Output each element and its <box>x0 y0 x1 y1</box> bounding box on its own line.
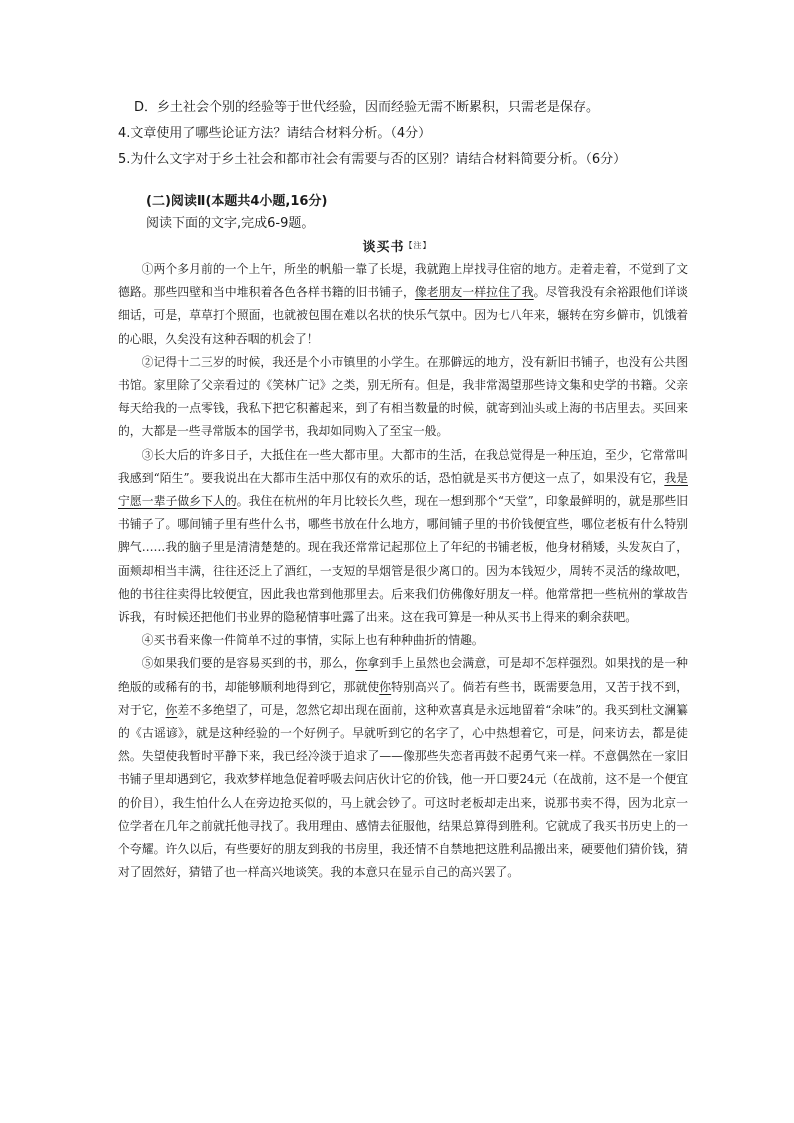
paragraph-5-text-d: 差不多绝望了，可是，忽然它却出现在面前，这种欢喜真是永远地留着“余味”的。我买到杜文澜纂的《古谣谚》，就是这种经验的一个好例子。早就听到它的名字了，心中热想着它，可是，问来访去，都是徒然。失望使我暂时平静下来，我已经冷淡于追求了——像那些失恋者再鼓不起勇气来一样。不意偶然在一家旧书铺子里却遇到它，我欢梦样地急促着呼吸去问店伙计它的价钱，他一开口要24元（在战前，这不是一个便宜的价目），我生怕什么人在旁边抢买似的，马上就会钞了。可这时老板却走出来，说那书卖不得，因为北京一位学者在几年之前就托他寻找了。我用理由、感情去征服他，结果总算得到胜利。它就成了我买书历史上的一个夸耀。许久以后，有些要好的朋友到我的书房里，我还情不自禁地把这胜利品搬出来，硬要他们猜价钱，猜对了固然好，猜错了也一样高兴地谈笑。我的本意只在显示自己的高兴罢了。 <box>118 702 688 880</box>
paragraph-5-underline-1: 你 <box>355 656 368 671</box>
question-4: 4.文章使用了哪些论证方法？请结合材料分析。（4分） <box>118 126 432 141</box>
paragraph-5-underline-3: 你 <box>165 702 178 717</box>
paragraph-3-text-b: 。我住在杭州的年月比较长久些，现在一想到那个“天堂”，印象最鲜明的，就是那些旧书铺子了。哪间铺子里有些什么书，哪些书放在什么地方，哪间铺子里的书价钱便宜些，哪位老板有什么特别脾气……我的脑子里是清清楚楚的。现在我还常常记起那位上了年纪的书铺老板，他身材稍矮，头发灰白了，面颊却相当丰满，往往还泛上了酒红，一支短的旱烟管是很少离口的。因为本钱短少，周转不灵活的缘故吧，他的书往往卖得比较便宜，因此我也常到他那里去。后来我们仿佛像好朋友一样。他常常把一些杭州的掌故告诉我，有时候还把他们书业界的隐秘情事吐露了出来。这在我可算是一种从买书上得来的剩余获吧。 <box>118 494 688 625</box>
paragraph-5-text-a: ⑤如果我们要的是容易买到的书，那么， <box>141 656 356 671</box>
paragraph-4: ④买书看来像一件简单不过的事情，实际上也有种种曲折的情趣。 <box>141 633 484 648</box>
paragraph-1-text-b: 。尽管我没有余裕跟他们详谈细话，可是，草草打个照面，也就被包围在难以名状的快乐气氛中。因为七八年来，辗转在穷乡僻市，饥饿着的心眼，久矣没有这种吞咽的机会了！ <box>118 285 688 346</box>
paragraph-1-underline: 像老朋友一样拉住了我 <box>414 285 534 300</box>
question-option-d: D．乡土社会个别的经验等于世代经验，因而经验无需不断累积，只需老是保存。 <box>134 100 600 115</box>
paragraph-2: ②记得十二三岁的时候，我还是个小市镇里的小学生。在那僻远的地方，没有新旧书铺子，也没有公共图书馆。家里除了父亲看过的《笑林广记》之类，别无所有。但是，我非常渴望那些诗文集和史学的书籍。父亲每天给我的一点零钱，我私下把它积蓄起来，到了有相当数量的时候，就寄到汕头或上海的书店里去。买回来的，大都是一些寻常版本的国学书，我却如同购入了至宝一般。 <box>118 354 688 439</box>
section-title: (二)阅读Ⅱ(本题共4小题,16分) <box>146 194 328 209</box>
paragraph-5 <box>118 652 688 884</box>
article-title <box>0 236 794 255</box>
paragraph-1 <box>118 258 688 351</box>
paragraph-3-underline: 我是宁愿一辈子做乡下人的 <box>118 470 688 509</box>
section-instruction: 阅读下面的文字,完成6-9题。 <box>146 216 315 231</box>
paragraph-3 <box>118 444 688 630</box>
article-title-text: 谈买书 <box>362 240 405 255</box>
paragraph-5-text-b: 拿到手上虽然也会满意，可是却不怎样强烈。如果找的是一种绝版的或稀有的书，却能够顺利地得到它，那就使 <box>118 656 688 694</box>
paragraph-3-text-a: ③长大后的许多日子，大抵住在一些大都市里。大都市的生活，在我总觉得是一种压迫，至少，它常常叫我感到“陌生”。要我说出在大都市生活中那仅有的欢乐的话，恐怕就是买书方便这一点了，如果没有它， <box>118 447 688 485</box>
paragraph-5-text-c: 特别高兴了。倘若有些书，既需要急用，又苦于找不到，对于它， <box>118 679 688 717</box>
question-5: 5.为什么文字对于乡土社会和都市社会有需要与否的区别？请结合材料简要分析。（6分） <box>118 152 627 167</box>
paragraph-1-text-a: ①两个多月前的一个上午，所坐的帆船一靠了长堤，我就跑上岸找寻住宿的地方。走着走着，不觉到了文德路。那些四壁和当中堆积着各色各样书籍的旧书铺子， <box>118 262 688 300</box>
article-body <box>118 258 688 884</box>
article-title-note: 【注】 <box>404 241 432 250</box>
paragraph-5-underline-2: 你 <box>379 679 392 694</box>
